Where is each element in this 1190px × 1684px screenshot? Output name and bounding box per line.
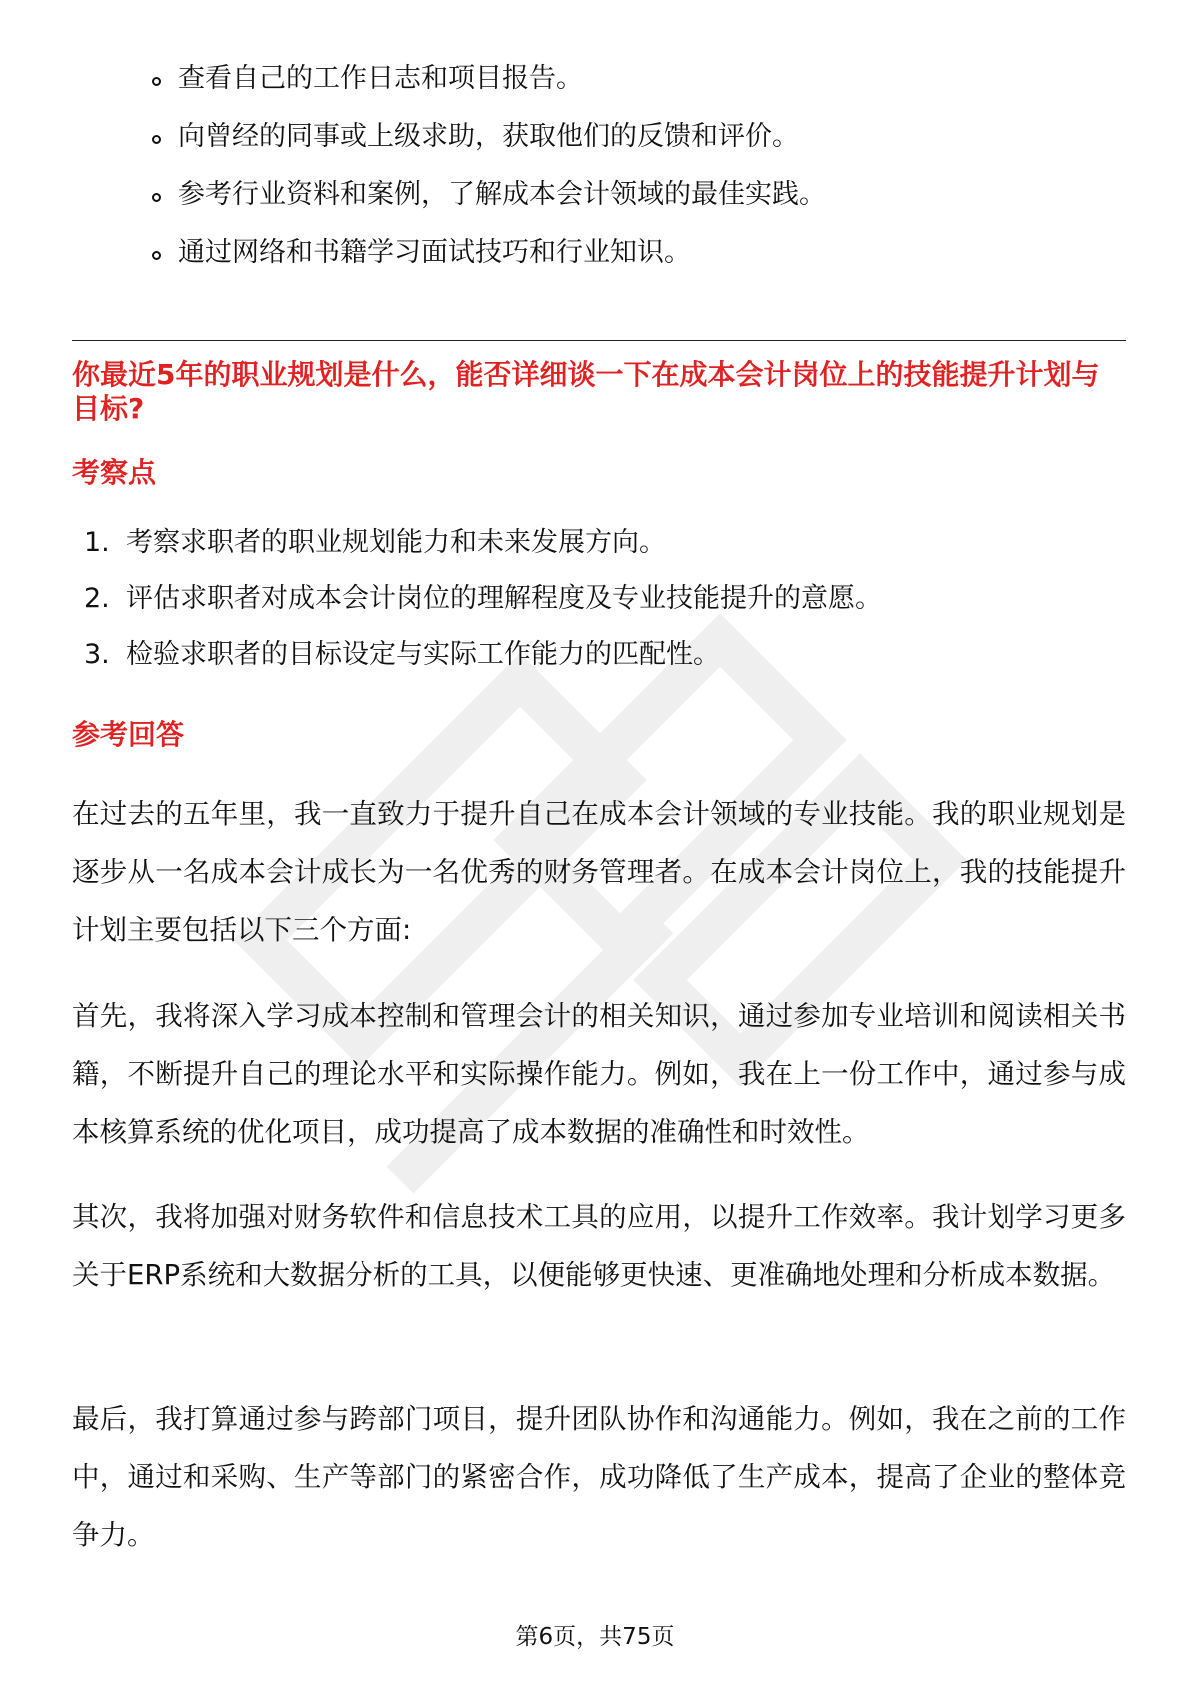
circle-bullet-icon bbox=[152, 135, 161, 144]
kaocha-numbered-list bbox=[84, 522, 1124, 690]
circle-bullet-icon bbox=[152, 251, 161, 260]
section-divider bbox=[72, 340, 1126, 341]
list-item-text: 通过网络和书籍学习面试技巧和行业知识。 bbox=[178, 237, 691, 268]
list-number: 1. bbox=[84, 527, 110, 558]
tips-bullet-list bbox=[148, 58, 1098, 290]
list-item bbox=[84, 522, 1124, 578]
circle-bullet-icon bbox=[152, 193, 161, 202]
list-number: 3. bbox=[84, 639, 110, 670]
circle-bullet-icon bbox=[152, 77, 161, 86]
list-item bbox=[148, 116, 1098, 174]
interview-question: 你最近5年的职业规划是什么，能否详细谈一下在成本会计岗位上的技能提升计划与目标? bbox=[72, 358, 1100, 425]
list-item-text: 评估求职者对成本会计岗位的理解程度及专业技能提升的意愿。 bbox=[126, 583, 882, 614]
list-item bbox=[148, 174, 1098, 232]
answer-paragraph: 在过去的五年里，我一直致力于提升自己在成本会计领域的专业技能。我的职业规划是逐步从一名成本会计成长为一名优秀的财务管理者。在成本会计岗位上，我的技能提升计划主要包括以下三个方面: bbox=[72, 798, 1126, 946]
list-item-text: 检验求职者的目标设定与实际工作能力的匹配性。 bbox=[126, 639, 720, 670]
answer-paragraph: 首先，我将深入学习成本控制和管理会计的相关知识，通过参加专业培训和阅读相关书籍，不断提升自己的理论水平和实际操作能力。例如，我在上一份工作中，通过参与成本核算系统的优化项目，成功提高了成本数据的准确性和时效性。 bbox=[72, 1000, 1126, 1148]
list-number: 2. bbox=[84, 583, 110, 614]
list-item bbox=[84, 634, 1124, 690]
section-heading-cankao: 参考回答 bbox=[72, 718, 185, 751]
list-item bbox=[84, 578, 1124, 634]
page-footer: 第6页，共75页 bbox=[515, 1624, 675, 1650]
list-item bbox=[148, 58, 1098, 116]
list-item-text: 查看自己的工作日志和项目报告。 bbox=[178, 63, 583, 94]
list-item-text: 考察求职者的职业规划能力和未来发展方向。 bbox=[126, 527, 666, 558]
answer-paragraph: 最后，我打算通过参与跨部门项目，提升团队协作和沟通能力。例如，我在之前的工作中，通过和采购、生产等部门的紧密合作，成功降低了生产成本，提高了企业的整体竞争力。 bbox=[72, 1403, 1126, 1551]
list-item-text: 向曾经的同事或上级求助，获取他们的反馈和评价。 bbox=[178, 121, 799, 152]
section-heading-kaocha: 考察点 bbox=[72, 456, 157, 489]
list-item-text: 参考行业资料和案例，了解成本会计领域的最佳实践。 bbox=[178, 179, 826, 210]
list-item bbox=[148, 232, 1098, 290]
answer-paragraph: 其次，我将加强对财务软件和信息技术工具的应用，以提升工作效率。我计划学习更多关于ERP系统和大数据分析的工具，以便能够更快速、更准确地处理和分析成本数据。 bbox=[72, 1201, 1126, 1291]
